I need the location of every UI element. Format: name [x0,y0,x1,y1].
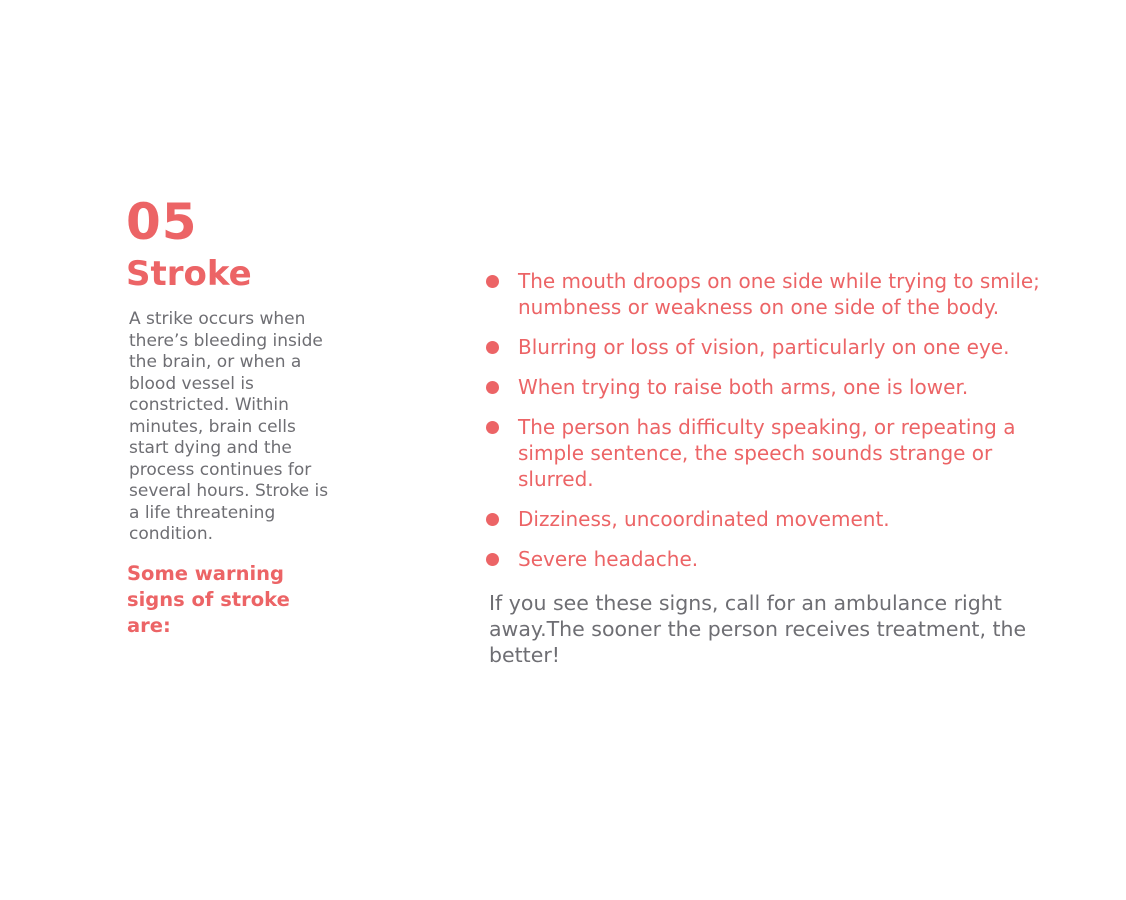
section-intro-text: A strike occurs when there’s bleeding inside the brain, or when a blood vessel is constricted. Within minutes, brain cells start dying and the process continues for several hours. Stroke is a life threatening condition. [129,309,329,544]
sign-text: Dizziness, uncoordinated movement. [518,507,890,531]
section-number: 05 [126,193,198,251]
sign-text: When trying to raise both arms, one is lower. [518,375,969,399]
bullet-icon [486,275,499,288]
sign-text: The person has difficulty speaking, or repeating a simple sentence, the speech sounds strange or slurred. [518,415,1016,491]
bullet-icon [486,513,499,526]
list-item [484,506,1098,532]
list-item [484,546,1098,572]
warning-signs-list [484,268,1084,572]
warning-signs-column [484,268,1084,668]
list-item [484,334,1098,360]
advice-text: If you see these signs, call for an ambulance right away.The sooner the person receives treatment, the better! [489,591,1027,667]
bullet-icon [486,553,499,566]
list-item [484,374,1098,400]
list-item [484,414,1048,492]
warning-signs-heading: Some warning signs of stroke are: [127,561,290,637]
section-title: Stroke [126,254,252,294]
sign-text: Severe headache. [518,547,699,571]
sign-text: Blurring or loss of vision, particularly on one eye. [518,335,1010,359]
list-item [484,268,1048,320]
bullet-icon [486,421,499,434]
section-intro-column [126,192,341,639]
bullet-icon [486,341,499,354]
sign-text: The mouth droops on one side while trying to smile; numbness or weakness on one side of the body. [518,269,1040,319]
bullet-icon [486,381,499,394]
